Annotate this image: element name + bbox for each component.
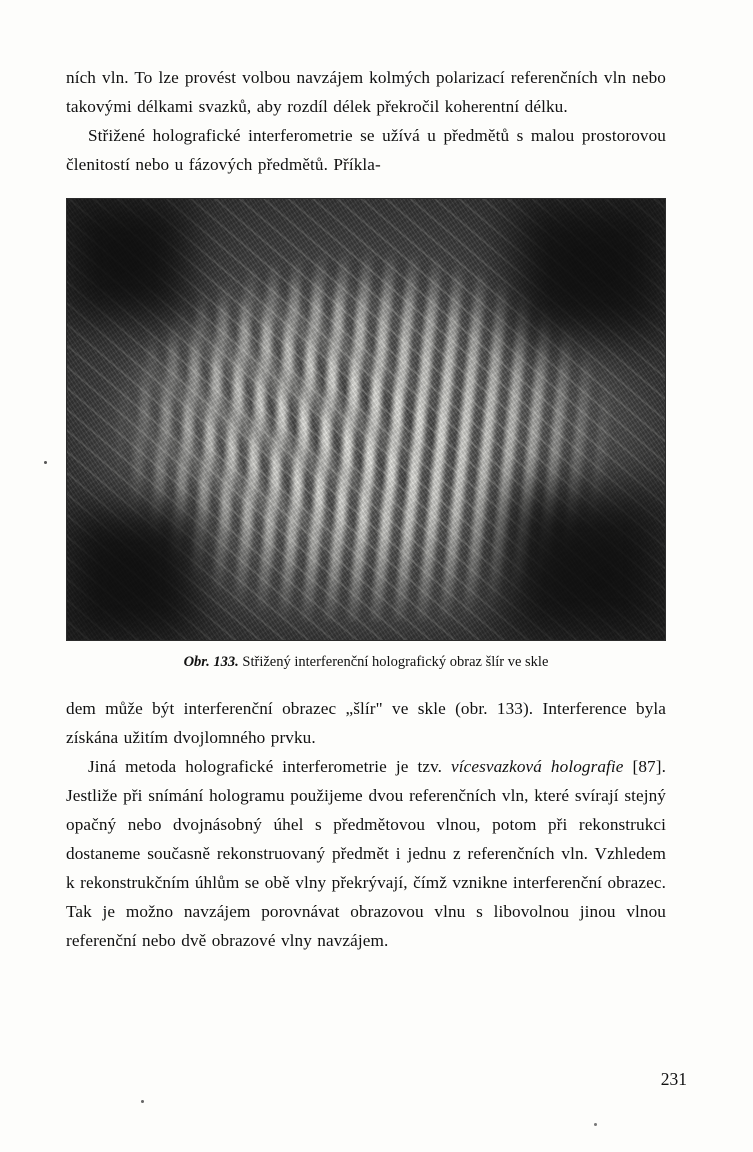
figure-caption: [66, 652, 666, 672]
figure-corner-shadow-top-left: [67, 199, 187, 319]
page-content: [66, 63, 666, 955]
paragraph-bottom-1: dem může být interferenční obrazec „šlír" ve skle (obr. 133). Interference byla získána užitím dvojlomného prvku.: [66, 699, 666, 747]
paragraph-bottom-2-after-italic: [87]. Jestliže při snímání hologramu použijeme dvou referenčních vln, které svírají stejný opačný nebo dvojnásobný úhel s předmětovou vlnou, potom při rekonstrukci dostaneme současně rekonstruovaný předmět i jednu z referenčních vln. Vzhledem k rekonstrukčním úhlům se obě vlny překrývají, čímž vznikne interferenční obrazec. Tak je možno navzájem porovnávat obrazovou vlnu s libovolnou jinou vlnou referenční nebo dvě obrazové vlny navzájem.: [66, 757, 666, 950]
paragraph-bottom-2-before-italic: Jiná metoda holografické interferometrie je tzv.: [88, 757, 452, 776]
bottom-text-block: [66, 694, 666, 955]
margin-speck-left: [44, 461, 47, 464]
paragraph-bottom-2: [66, 752, 666, 955]
figure-133: [66, 198, 666, 672]
page-number: 231: [660, 1069, 687, 1089]
figure-caption-text: Střižený interferenční holografický obraz šlír ve skle: [242, 654, 549, 670]
figure-corner-shadow-bottom-left: [67, 510, 197, 640]
figure-corner-shadow-bottom-right: [505, 490, 665, 640]
margin-speck-bottom-right: [594, 1123, 597, 1126]
term-vicesvazkova-holografie: vícesvazková holografie: [451, 757, 624, 776]
top-text-block: [66, 63, 666, 179]
margin-speck-bottom-left: [141, 1100, 144, 1103]
figure-caption-number: Obr. 133.: [183, 654, 239, 670]
figure-corner-shadow-top-right: [515, 199, 665, 339]
paragraph-top-1: ních vln. To lze provést volbou navzájem kolmých polarizací referenčních vln nebo takovými délkami svazků, aby rozdíl délek překročil koherentní délku.: [66, 68, 666, 116]
figure-image: [66, 198, 666, 641]
paragraph-top-2: Střižené holografické interferometrie se užívá u předmětů s malou prostorovou členitostí nebo u fázových předmětů. Příkla-: [66, 126, 666, 174]
